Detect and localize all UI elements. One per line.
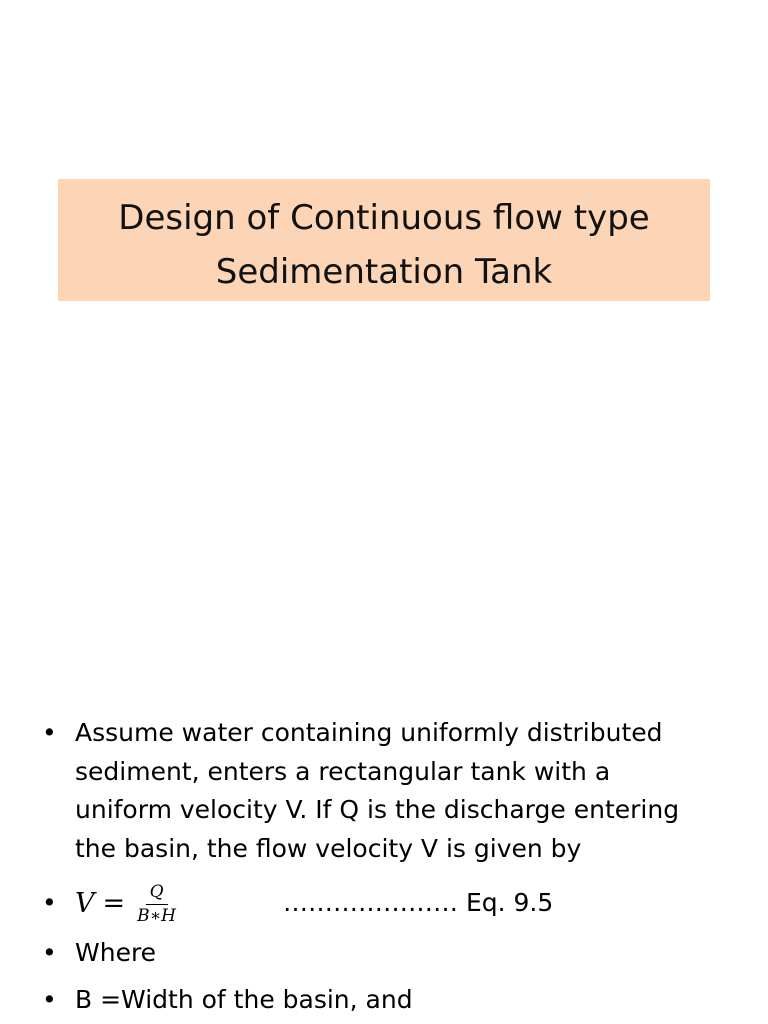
- intro-line-1: Assume water containing uniformly distributed: [75, 718, 663, 747]
- bullet-item-formula: [40, 876, 730, 932]
- definition-b-text: B =Width of the basin, and: [75, 984, 413, 1014]
- formula-denominator: B∗H: [137, 905, 176, 926]
- bullet-item-where: [40, 934, 730, 973]
- intro-line-2: sediment, enters a rectangular tank with a: [75, 756, 611, 786]
- velocity-formula: [75, 876, 554, 932]
- bullet-dot-icon: •: [42, 718, 57, 747]
- formula-fraction: [137, 881, 176, 926]
- bullet-dot-icon: •: [42, 938, 57, 967]
- slide-title-box: [58, 179, 710, 301]
- bullet-dot-icon: •: [42, 888, 57, 917]
- bullet-item-definition-b: [40, 981, 730, 1020]
- intro-line-4: the basin, the flow velocity V is given by: [75, 833, 582, 863]
- where-text: Where: [75, 938, 157, 967]
- bullet-list: [40, 714, 730, 1019]
- slide-title-line-1: Design of Continuous flow type: [118, 198, 650, 238]
- slide-title-line-2: Sedimentation Tank: [215, 252, 553, 292]
- equation-reference: ………………… Eq. 9.5: [283, 888, 554, 917]
- formula-equals: =: [102, 887, 126, 919]
- intro-line-3: uniform velocity V. If Q is the discharge entering: [75, 795, 680, 824]
- bullet-dot-icon: •: [42, 984, 57, 1014]
- formula-lhs: V: [75, 887, 95, 919]
- formula-numerator: Q: [146, 884, 168, 905]
- bullet-item-intro: [40, 714, 730, 868]
